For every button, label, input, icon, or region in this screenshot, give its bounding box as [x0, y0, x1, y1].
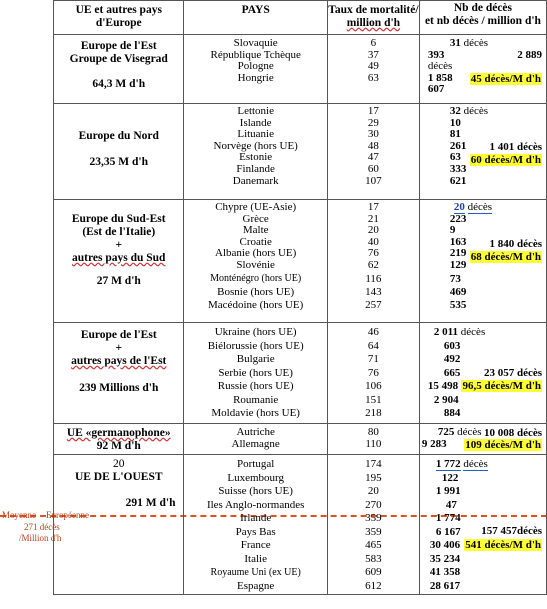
- rate-value: 359: [365, 512, 382, 524]
- deaths-visegrad: [419, 35, 546, 104]
- country-name: Albanie (hors UE): [215, 247, 297, 260]
- country-name: Bosnie (hors UE): [217, 286, 295, 299]
- rate-value: 270: [365, 498, 382, 511]
- country-name: Bulgarie: [236, 353, 275, 365]
- region-population: 239 Millions d'h: [79, 382, 159, 394]
- region-name: Europe de l'Est: [80, 40, 157, 52]
- rate-value: 60: [367, 162, 379, 175]
- deaths-east: [419, 323, 546, 424]
- group-total: 10 008 décès: [483, 427, 542, 439]
- rate-value: 37: [367, 48, 379, 61]
- region-visegrad: [54, 35, 184, 104]
- countries-north: [184, 104, 327, 200]
- region-name: Europe du Nord: [78, 130, 159, 142]
- country-name: Chypre (UE-Asie): [215, 201, 297, 213]
- rate-value: 47: [367, 151, 379, 164]
- rate-value: 48: [367, 139, 379, 152]
- region-east: [54, 323, 184, 424]
- country-name: Danemark: [232, 174, 279, 187]
- country-name: Finlande: [236, 162, 275, 175]
- country-name: Luxembourg: [227, 471, 284, 484]
- country-name: Allemagne: [231, 437, 280, 450]
- death-value: 1 858: [427, 71, 453, 84]
- deaths-german: [419, 424, 546, 455]
- countries-south-east: [184, 200, 327, 323]
- side-note-2: 271 décès: [24, 522, 60, 532]
- country-name: Estonie: [239, 151, 273, 164]
- rate-value: 17: [367, 105, 379, 117]
- country-name: Macédoine (hors UE): [208, 298, 304, 311]
- rate-value: 612: [365, 579, 382, 592]
- group-east: [54, 323, 547, 424]
- rate-value: 29: [367, 116, 379, 129]
- country-name: Iles Anglo-normandes: [206, 498, 305, 511]
- death-value: 81: [449, 128, 461, 141]
- death-value: 15 498: [427, 380, 459, 392]
- group-south-east: [54, 200, 547, 323]
- header-row: [54, 1, 547, 35]
- death-value: 333: [449, 162, 467, 175]
- death-value: 2 904: [433, 393, 459, 406]
- region-name-2: Groupe de Visegrad: [69, 53, 168, 65]
- group-total: 23 057 décès: [483, 367, 542, 379]
- deaths-label: décès: [460, 326, 486, 338]
- death-value: 35 234: [429, 552, 461, 565]
- region-name-2: (Est de l'Italie): [82, 226, 156, 238]
- deaths-label: décès: [463, 105, 489, 117]
- country-name: République Tchèque: [210, 48, 301, 61]
- country-name: Suisse (hors UE): [218, 485, 293, 497]
- country-name: Pays Bas: [235, 525, 276, 538]
- region-name: Europe du Sud-Est: [71, 213, 166, 225]
- rates-south-east: [327, 200, 419, 323]
- region-name: UE «germanophone»: [66, 427, 171, 439]
- death-value: décès: [427, 60, 453, 73]
- group-visegrad: [54, 35, 547, 104]
- region-name-3: autres pays du Sud: [72, 252, 166, 264]
- death-value: 393: [427, 48, 445, 61]
- deaths-north: [419, 104, 546, 200]
- rate-value: 76: [367, 366, 379, 379]
- death-value: 73: [449, 272, 461, 285]
- country-name: Hongrie: [237, 71, 274, 84]
- rate-value: 151: [365, 393, 382, 406]
- header-rate-l1: Taux de mortalité/: [328, 4, 419, 16]
- region-population: 27 M d'h: [96, 275, 141, 287]
- death-value: 1 772: [435, 458, 461, 470]
- deaths-west: [419, 455, 546, 595]
- country-name: Biélorussie (hors UE): [207, 339, 304, 352]
- region-population: 92 M d'h: [96, 440, 141, 452]
- death-value: 492: [443, 353, 461, 365]
- per-million-badge: 109 décès/M d'h: [465, 439, 541, 451]
- rate-value: 110: [365, 437, 382, 450]
- death-value: 665: [443, 366, 461, 379]
- rate-value: 30: [367, 128, 379, 141]
- rate-value: 257: [365, 298, 382, 311]
- country-name: Portugal: [237, 458, 275, 470]
- rates-east: [327, 323, 419, 424]
- rates-visegrad: [327, 35, 419, 104]
- country-name: Moldavie (hors UE): [211, 407, 300, 419]
- group-total: 1 840 décès: [489, 238, 542, 250]
- country-name: Italie: [244, 552, 267, 565]
- region-name: Europe de l'Est: [80, 329, 157, 341]
- group-german: [54, 424, 547, 455]
- header-rate: [327, 1, 419, 35]
- death-value: 63: [449, 151, 461, 164]
- region-plus: +: [115, 239, 123, 251]
- region-name: UE DE L'OUEST: [74, 471, 163, 483]
- header-deaths: [419, 1, 546, 35]
- country-name: Islande: [239, 116, 272, 129]
- death-value: 261: [449, 139, 467, 152]
- deaths-label: décès: [467, 201, 493, 213]
- region-number: 20: [112, 458, 125, 470]
- rate-value: 17: [367, 201, 379, 213]
- country-name: Pologne: [237, 60, 274, 73]
- rate-value: 106: [365, 380, 382, 392]
- rate-value: 49: [367, 60, 379, 73]
- rate-value: 116: [365, 272, 382, 285]
- header-rate-l2: million d'h: [346, 17, 401, 29]
- country-name: Croatie: [239, 235, 272, 248]
- death-value: 20: [453, 201, 465, 213]
- rate-value: 359: [365, 525, 382, 538]
- country-name: Slovénie: [236, 258, 275, 271]
- group-north: [54, 104, 547, 200]
- death-value: 10: [449, 116, 461, 129]
- country-name: Roumanie: [233, 393, 279, 406]
- death-value: 603: [443, 339, 461, 352]
- country-name: Grèce: [242, 212, 269, 225]
- region-west: [54, 455, 184, 595]
- deaths-label: décès: [457, 426, 482, 438]
- mortality-table: [53, 0, 547, 595]
- rate-value: 40: [367, 235, 379, 248]
- header-country: [184, 1, 327, 35]
- rate-value: 174: [365, 458, 382, 470]
- death-value: 32: [449, 105, 461, 117]
- rate-value: 64: [367, 339, 379, 352]
- rate-value: 80: [367, 426, 379, 438]
- header-deaths-l1: Nb de décès: [453, 2, 513, 14]
- group-west: [54, 455, 547, 595]
- region-plus: +: [115, 342, 123, 354]
- death-value: 6 167: [435, 525, 461, 538]
- death-value: 163: [449, 235, 467, 248]
- per-million-badge: 45 décès/M d'h: [470, 73, 541, 85]
- rate-value: 6: [370, 37, 377, 49]
- death-value: 28 617: [429, 579, 461, 592]
- country-name: Autriche: [236, 426, 275, 438]
- country-name: Lituanie: [237, 128, 274, 141]
- country-name: Royaume Uni (ex UE): [210, 567, 301, 578]
- rate-value: 107: [365, 174, 382, 187]
- rate-value: 465: [365, 539, 382, 551]
- rates-north: [327, 104, 419, 200]
- deaths-south-east: [419, 200, 546, 323]
- death-value: 1 774: [435, 512, 461, 524]
- region-population: 64,3 M d'h: [92, 78, 146, 90]
- death-value: 122: [441, 471, 459, 484]
- region-population: 23,35 M d'h: [89, 156, 148, 168]
- per-million-badge: 96,5 décès/M d'h: [462, 380, 541, 392]
- countries-german: [184, 424, 327, 455]
- death-value: 621: [449, 174, 467, 187]
- header-region-label: UE et autres pays d'Europe: [75, 4, 162, 29]
- per-million-badge: 60 décès/M d'h: [470, 154, 541, 166]
- header-country-label: PAYS: [241, 4, 270, 16]
- rate-value: 21: [367, 212, 379, 225]
- region-north: [54, 104, 184, 200]
- death-value: 9: [449, 224, 456, 237]
- country-name: Lettonie: [237, 105, 274, 117]
- death-value: 129: [449, 258, 467, 271]
- deaths-label: décès: [463, 458, 488, 470]
- country-name: Slovaquie: [233, 37, 278, 49]
- country-name: Malte: [242, 224, 269, 237]
- rate-value: 195: [365, 471, 382, 484]
- countries-visegrad: [184, 35, 327, 104]
- death-value: 30 406: [429, 539, 461, 551]
- death-value: 41 358: [429, 566, 461, 578]
- death-value: 725: [437, 426, 455, 438]
- death-value: 2 011: [433, 326, 459, 338]
- region-german: [54, 424, 184, 455]
- region-name-2: autres pays de l'Est: [71, 355, 167, 367]
- rate-value: 218: [365, 407, 382, 419]
- countries-east: [184, 323, 327, 424]
- death-value: 31: [449, 37, 461, 49]
- death-value: 219: [449, 247, 467, 260]
- rate-value: 20: [367, 485, 379, 497]
- country-name: Norvège (hors UE): [213, 139, 298, 152]
- rate-value: 609: [365, 566, 382, 578]
- side-note-1a: Moyenne: [2, 510, 36, 520]
- region-population: 291 M d'h: [125, 497, 176, 509]
- rate-value: 143: [365, 286, 382, 299]
- region-south-east: [54, 200, 184, 323]
- countries-west: [184, 455, 327, 595]
- header-deaths-l2: et nb décès / million d'h: [424, 15, 541, 27]
- per-million-badge: 541 décès/M d'h: [465, 539, 541, 551]
- death-value: 607: [427, 83, 445, 96]
- death-value: 469: [449, 286, 467, 299]
- rate-value: 46: [367, 326, 379, 338]
- death-value: 9 283: [421, 437, 447, 450]
- rate-value: 20: [367, 224, 379, 237]
- country-name: Ukraine (hors UE): [214, 326, 297, 338]
- death-value: 47: [445, 498, 457, 511]
- country-name: Monténégro (hors UE): [210, 272, 302, 284]
- per-million-badge: 68 décès/M d'h: [470, 251, 541, 263]
- rate-value: 76: [367, 247, 379, 260]
- group-total: 2 889: [517, 49, 542, 61]
- side-note-1b: Européenne: [46, 510, 89, 520]
- rate-value: 71: [367, 353, 379, 365]
- country-name: Serbie (hors UE): [218, 366, 293, 379]
- death-value: 535: [449, 298, 467, 311]
- country-name: Russie (hors UE): [217, 380, 294, 392]
- death-value: 223: [449, 212, 467, 225]
- rate-value: 62: [367, 258, 379, 271]
- group-total: 157 457décès: [481, 525, 542, 537]
- group-total: 1 401 décès: [489, 141, 542, 153]
- side-note-3: /Million d'h: [19, 533, 62, 543]
- header-region: [54, 1, 184, 35]
- country-name: Irlande: [240, 512, 272, 524]
- death-value: 884: [443, 407, 461, 419]
- rates-west: [327, 455, 419, 595]
- country-name: France: [240, 539, 271, 551]
- rates-german: [327, 424, 419, 455]
- deaths-label: décès: [463, 37, 489, 49]
- rate-value: 63: [367, 71, 379, 84]
- rate-value: 583: [365, 552, 382, 565]
- death-value: 1 991: [435, 485, 461, 497]
- country-name: Espagne: [237, 579, 275, 592]
